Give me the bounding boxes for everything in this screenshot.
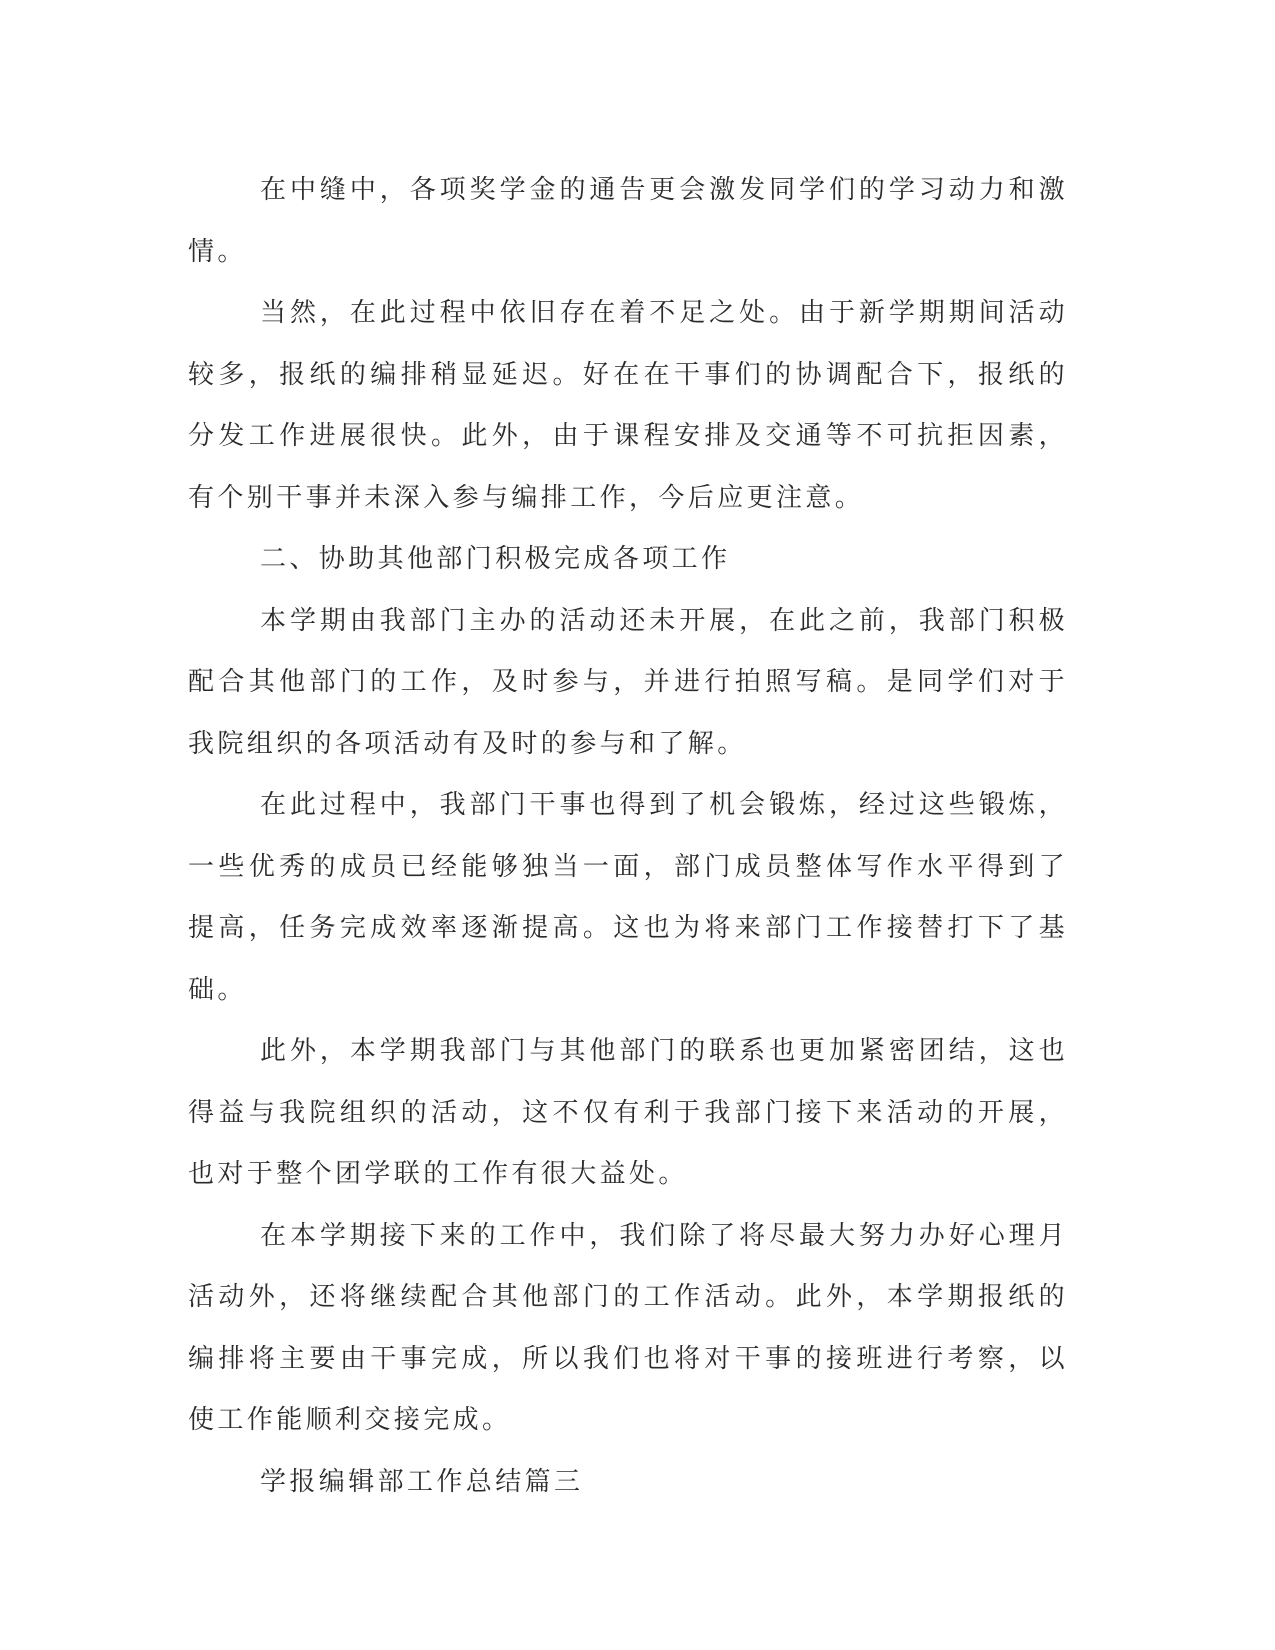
section-heading-summary-part-three: 学报编辑部工作总结篇三 [260, 1466, 584, 1497]
paragraph-department-ties: 此外，本学期我部门与其他部门的联系也更加紧密团结，这也得益与我院组织的活动，这不仅有利于我部门接下来活动的开展，也对于整个团学联的工作有很大益处。 [188, 1036, 1068, 1189]
section-heading-assist-departments: 二、协助其他部门积极完成各项工作 [260, 544, 731, 574]
paragraph-shortcomings: 当然，在此过程中依旧存在着不足之处。由于新学期期间活动较多，报纸的编排稍显延迟。好在在干事们的协调配合下，报纸的分发工作进展很快。此外，由于课程安排及交通等不可抗拒因素，有个别干事并未深入参与编排工作，今后应更注意。 [188, 298, 1068, 513]
paragraph-cooperation: 本学期由我部门主办的活动还未开展，在此之前，我部门积极配合其他部门的工作，及时参与，并进行拍照写稿。是同学们对于我院组织的各项活动有及时的参与和了解。 [188, 605, 1068, 759]
document-body [188, 160, 1068, 1513]
paragraph-scholarship-notice: 在中缝中，各项奖学金的通告更会激发同学们的学习动力和激情。 [188, 175, 1068, 267]
paragraph-member-training: 在此过程中，我部门干事也得到了机会锻炼，经过这些锻炼，一些优秀的成员已经能够独当一面，部门成员整体写作水平得到了提高，任务完成效率逐渐提高。这也为将来部门工作接替打下了基础。 [188, 790, 1068, 1005]
paragraph-future-work: 在本学期接下来的工作中，我们除了将尽最大努力办好心理月活动外，还将继续配合其他部门的工作活动。此外，本学期报纸的编排将主要由干事完成，所以我们也将对干事的接班进行考察，以使工作能顺利交接完成。 [188, 1220, 1068, 1435]
